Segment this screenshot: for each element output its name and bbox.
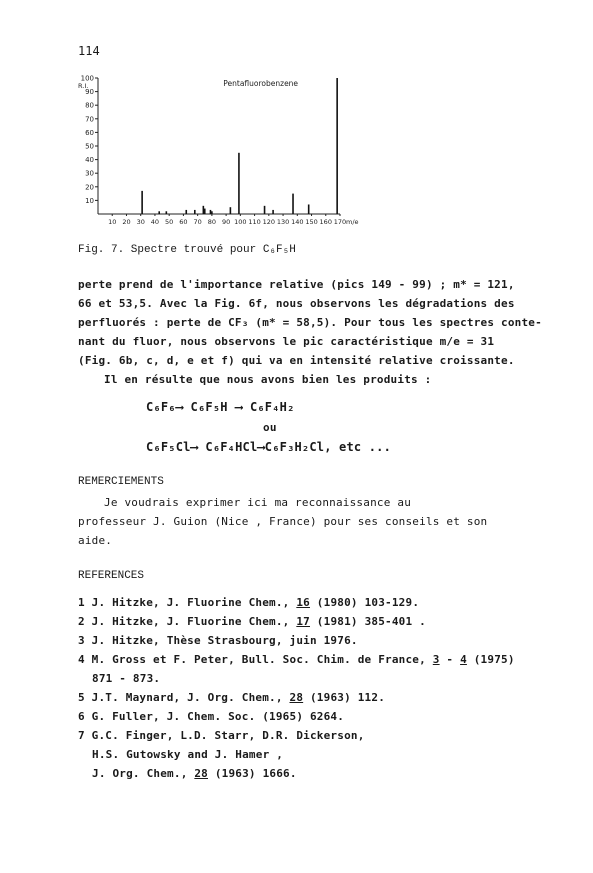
page-number: 114 <box>78 44 100 58</box>
reference-item: 6 G. Fuller, J. Chem. Soc. (1965) 6264. <box>78 710 345 723</box>
y-tick-label: 30 <box>85 169 94 178</box>
x-tick-label: 10 <box>108 218 117 226</box>
x-tick-label: 70 <box>193 218 202 226</box>
reference-item: 2 J. Hitzke, J. Fluorine Chem., 17 (1981) 385-401 . <box>78 615 426 628</box>
x-tick-label: 80 <box>207 218 217 226</box>
y-tick-label: 70 <box>85 115 94 124</box>
x-tick-label: 40 <box>150 218 160 226</box>
acknowledgements-line: professeur J. Guion (Nice , France) pour ses conseils et son <box>78 515 488 528</box>
reference-item-continuation: 871 - 873. <box>92 672 161 685</box>
reference-item: 4 M. Gross et F. Peter, Bull. Soc. Chim. de France, 3 - 4 (1975) <box>78 653 515 666</box>
x-tick-label: 50 <box>165 218 174 226</box>
x-tick-label: 140 <box>291 218 304 226</box>
x-axis-label: m/e <box>346 218 359 226</box>
acknowledgements-heading: REMERCIEMENTS <box>78 476 164 488</box>
acknowledgements-line: Je voudrais exprimer ici ma reconnaissance au <box>104 496 412 509</box>
mass-spectrum-chart <box>76 70 376 235</box>
x-tick-label: 90 <box>221 218 231 226</box>
reference-item-continuation: J. Org. Chem., 28 (1963) 1666. <box>92 767 297 780</box>
reference-item: 5 J.T. Maynard, J. Org. Chem., 28 (1963) 112. <box>78 691 386 704</box>
y-tick-label: 100 <box>80 74 94 83</box>
y-tick-label: 80 <box>85 101 94 110</box>
x-tick-label: 130 <box>276 218 290 226</box>
x-tick-label: 20 <box>122 218 131 226</box>
y-tick-label: 20 <box>85 183 94 192</box>
x-tick-label: 100 <box>234 218 247 226</box>
x-tick-label: 110 <box>248 218 261 226</box>
paragraph-line: nant du fluor, nous observons le pic caractéristique m/e = 31 <box>78 335 495 348</box>
y-tick-label: 60 <box>85 128 94 137</box>
reaction-scheme-line: C₆F₆⟶ C₆F₅H ⟶ C₆F₄H₂ <box>146 400 295 414</box>
reference-item-continuation: H.S. Gutowsky and J. Hamer , <box>92 748 284 761</box>
x-tick-label: 60 <box>179 218 188 226</box>
paragraph-line: perte prend de l'importance relative (pics 149 - 99) ; m* = 121, <box>78 278 515 291</box>
paragraph-line: Il en résulte que nous avons bien les produits : <box>104 373 432 386</box>
y-tick-label: 40 <box>85 156 94 165</box>
reference-item: 1 J. Hitzke, J. Fluorine Chem., 16 (1980) 103-129. <box>78 596 420 609</box>
chart-title: Pentafluorobenzene <box>223 79 299 88</box>
x-tick-label: 120 <box>262 218 276 226</box>
reference-item: 3 J. Hitzke, Thèse Strasbourg, juin 1976. <box>78 634 358 647</box>
y-axis-label: R.I. <box>78 82 89 90</box>
y-tick-label: 50 <box>85 142 94 151</box>
y-tick-label: 10 <box>85 196 94 205</box>
y-tick-label: 90 <box>85 88 94 97</box>
references-heading: REFERENCES <box>78 570 145 582</box>
x-tick-label: 160 <box>319 218 332 226</box>
paragraph-line: 66 et 53,5. Avec la Fig. 6f, nous observons les dégradations des <box>78 297 515 310</box>
reference-item: 7 G.C. Finger, L.D. Starr, D.R. Dickerson, <box>78 729 365 742</box>
reaction-scheme-line: C₆F₅Cl⟶ C₆F₄HCl⟶C₆F₃H₂Cl, etc ... <box>146 440 392 454</box>
reaction-scheme-or: ou <box>263 421 277 434</box>
paragraph-line: (Fig. 6b, c, d, e et f) qui va en intensité relative croissante. <box>78 354 515 367</box>
acknowledgements-line: aide. <box>78 534 113 547</box>
paragraph-line: perfluorés : perte de CF₃ (m* = 58,5). Pour tous les spectres conte- <box>78 316 542 329</box>
x-tick-label: 30 <box>136 218 145 226</box>
figure-caption: Fig. 7. Spectre trouvé pour C₆F₅H <box>78 244 296 256</box>
x-tick-label: 150 <box>305 218 318 226</box>
x-tick-label: 170 <box>333 218 347 226</box>
